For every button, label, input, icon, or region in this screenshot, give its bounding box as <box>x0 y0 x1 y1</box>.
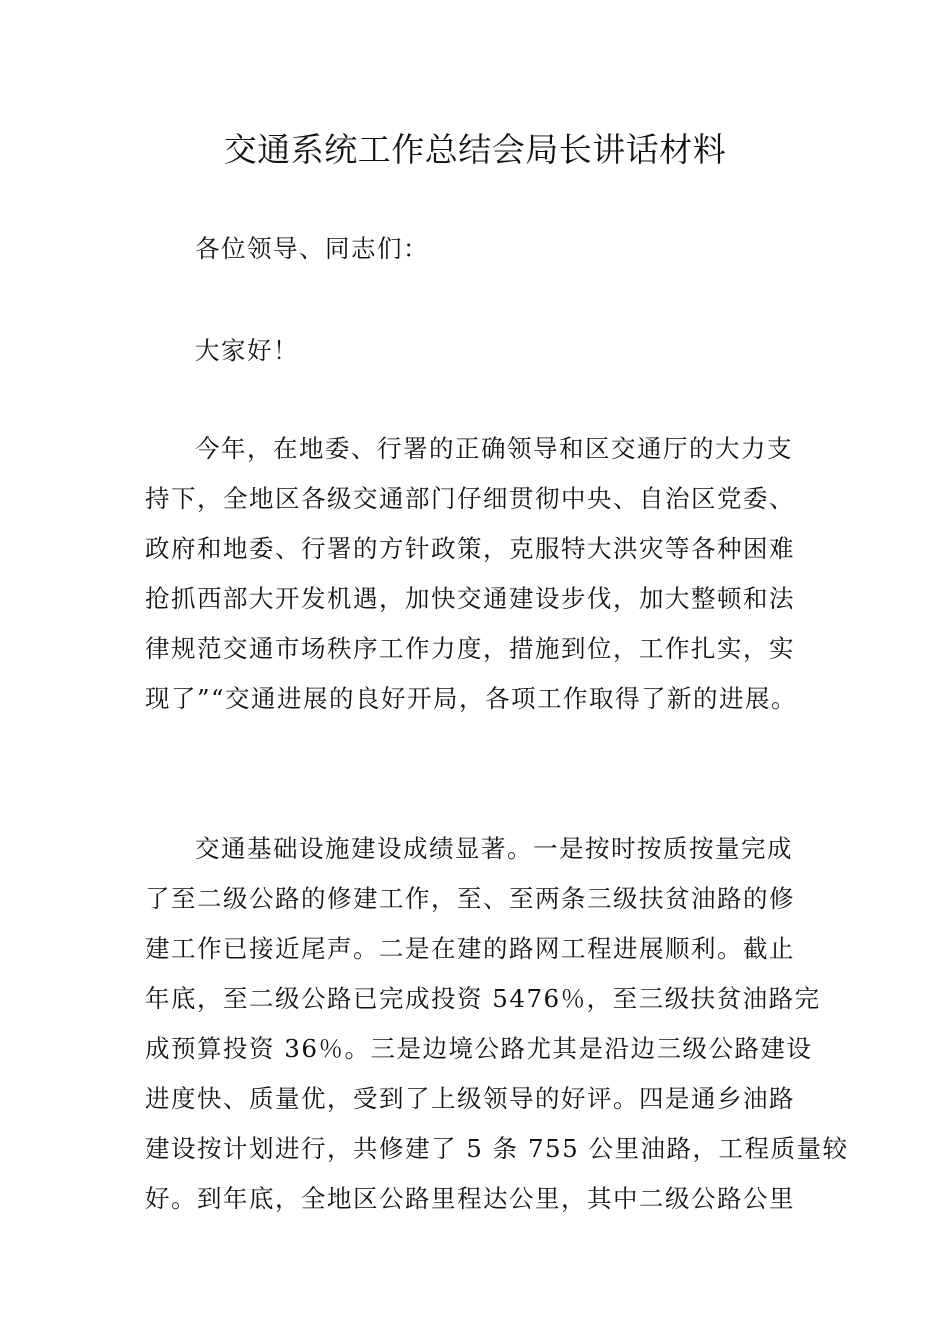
document-title: 交通系统工作总结会局长讲话材料 <box>223 130 727 169</box>
paragraph-line: 今年，在地委、行署的正确领导和区交通厅的大力支 <box>195 434 793 463</box>
paragraph-line: 现了”“交通进展的良好开局，各项工作取得了新的进展。 <box>145 684 798 713</box>
infrastructure-paragraph <box>145 824 849 1224</box>
paragraph-line: 成预算投资 36％。三是边境公路尤其是沿边三级公路建设 <box>145 1034 813 1063</box>
paragraph-line: 年底，至二级公路已完成投资 5476％，至三级扶贫油路完 <box>145 984 821 1013</box>
paragraph-line: 建设按计划进行，共修建了 5 条 755 公里油路，工程质量较 <box>145 1134 849 1163</box>
paragraph-line: 好。到年底，全地区公路里程达公里，其中二级公路公里 <box>145 1184 795 1213</box>
paragraph-line: 政府和地委、行署的方针政策，克服特大洪灾等各种困难 <box>145 534 795 563</box>
salutation-paragraph: 大家好！ <box>195 336 299 365</box>
paragraph-line: 持下，全地区各级交通部门仔细贯彻中央、自治区党委、 <box>145 484 795 513</box>
paragraph-line: 抢抓西部大开发机遇，加快交通建设步伐，加大整顿和法 <box>145 584 795 613</box>
intro-paragraph <box>145 424 810 724</box>
paragraph-line: 建工作已接近尾声。二是在建的路网工程进展顺利。截止 <box>145 934 795 963</box>
greeting-paragraph: 各位领导、同志们： <box>195 234 429 263</box>
paragraph-line: 律规范交通市场秩序工作力度，措施到位，工作扎实，实 <box>145 634 795 663</box>
paragraph-line: 了至二级公路的修建工作，至、至两条三级扶贫油路的修 <box>145 884 795 913</box>
paragraph-line: 进度快、质量优，受到了上级领导的好评。四是通乡油路 <box>145 1084 795 1113</box>
paragraph-line: 交通基础设施建设成绩显著。一是按时按质按量完成 <box>195 834 793 863</box>
